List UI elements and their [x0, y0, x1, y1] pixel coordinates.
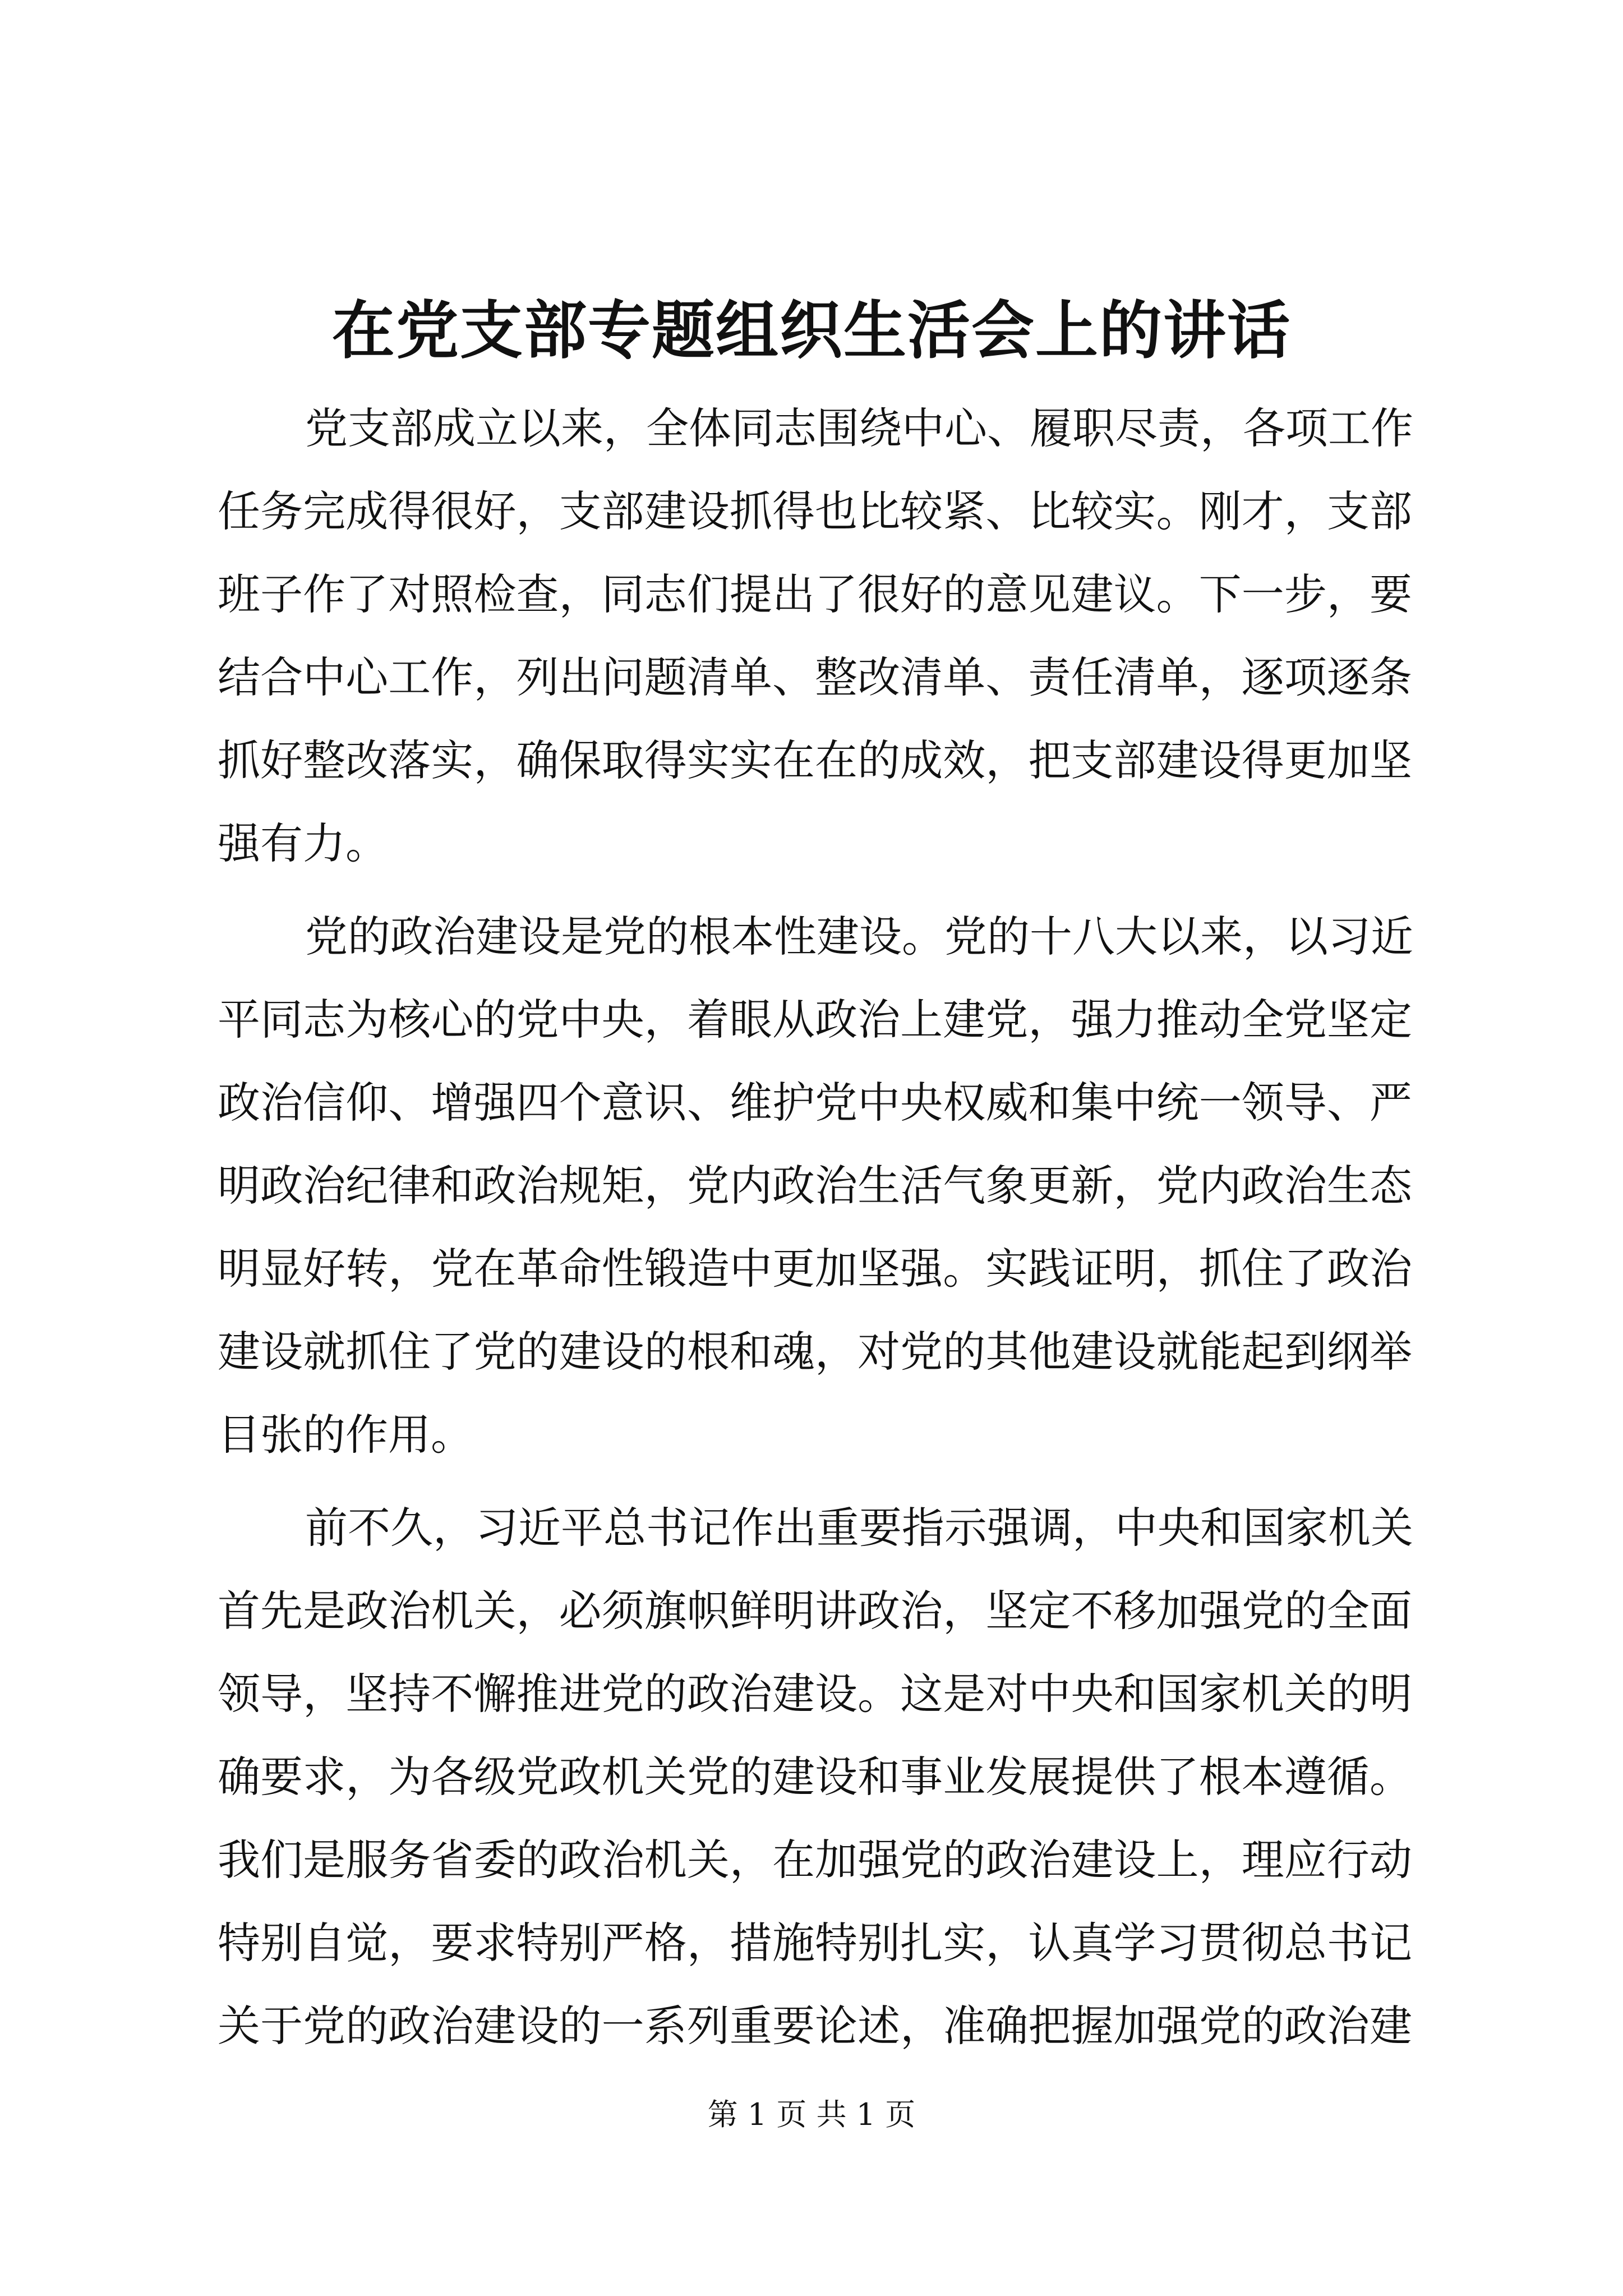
text-line: 确要求，为各级党政机关党的建设和事业发展提供了根本遵循。: [218, 1752, 1412, 1802]
text-line: 党的政治建设是党的根本性建设。党的十八大以来，以习近: [305, 912, 1413, 961]
paragraph: [218, 387, 1412, 885]
text-line: 政治信仰、增强四个意识、维护党中央权威和集中统一领导、严: [218, 1078, 1412, 1128]
text-line: 关于党的政治建设的一系列重要论述，准确把握加强党的政治建: [218, 2001, 1412, 2051]
text-line: 我们是服务省委的政治机关，在加强党的政治建设上，理应行动: [218, 1835, 1412, 1885]
text-line: 明显好转，党在革命性锻造中更加坚强。实践证明，抓住了政治: [218, 1244, 1412, 1294]
text-line: 党支部成立以来，全体同志围绕中心、履职尽责，各项工作: [305, 403, 1413, 453]
text-line: 目张的作用。: [218, 1410, 473, 1460]
text-line: 特别自觉，要求特别严格，措施特别扎实，认真学习贯彻总书记: [218, 1918, 1412, 1968]
page-footer: 第 1 页 共 1 页: [707, 2097, 916, 2132]
document-body: [218, 387, 1412, 2068]
paragraph: [218, 895, 1412, 1476]
text-line: 前不久，习近平总书记作出重要指示强调，中央和国家机关: [305, 1503, 1413, 1553]
paragraph-gap: [218, 1476, 1412, 1487]
document-title: 在党支部专题组织生活会上的讲话: [332, 294, 1291, 367]
paragraph: [218, 1487, 1412, 2068]
text-line: 明政治纪律和政治规矩，党内政治生活气象更新，党内政治生态: [218, 1161, 1412, 1211]
text-line: 强有力。: [218, 818, 388, 868]
text-line: 建设就抓住了党的建设的根和魂，对党的其他建设就能起到纲举: [218, 1327, 1412, 1377]
text-line: 领导，坚持不懈推进党的政治建设。这是对中央和国家机关的明: [218, 1669, 1412, 1719]
text-line: 结合中心工作，列出问题清单、整改清单、责任清单，逐项逐条: [218, 652, 1412, 702]
paragraph-gap: [218, 885, 1412, 895]
text-line: 首先是政治机关，必须旗帜鲜明讲政治，坚定不移加强党的全面: [218, 1586, 1412, 1636]
text-line: 平同志为核心的党中央，着眼从政治上建党，强力推动全党坚定: [218, 995, 1412, 1045]
text-line: 任务完成得很好，支部建设抓得也比较紧、比较实。刚才，支部: [218, 486, 1412, 536]
text-line: 抓好整改落实，确保取得实实在在的成效，把支部建设得更加坚: [218, 735, 1412, 785]
text-line: 班子作了对照检查，同志们提出了很好的意见建议。下一步，要: [218, 569, 1412, 619]
